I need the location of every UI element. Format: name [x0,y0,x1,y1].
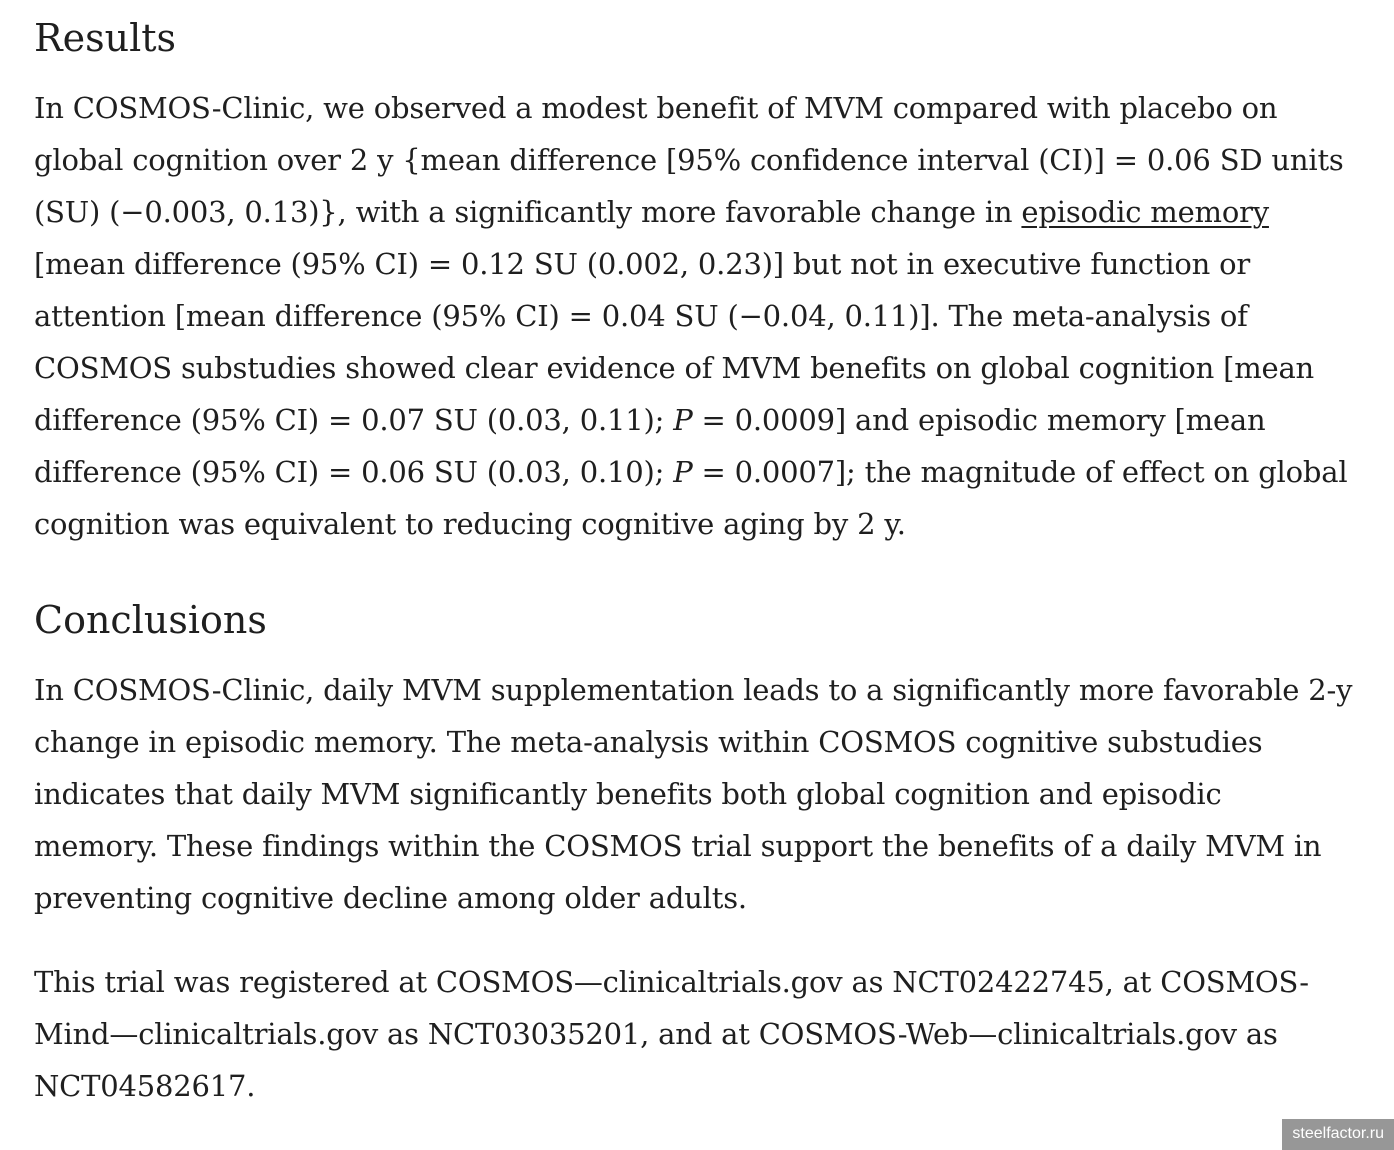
conclusions-section [34,596,1354,1112]
results-text-3: = 0.0009] and episodic memory [mean difference (95% CI) = 0.06 SU (0.03, 0.10); [34,403,1266,489]
results-section [34,14,1354,550]
p-value-symbol: P [673,455,693,489]
conclusions-paragraph: In COSMOS-Clinic, daily MVM supplementation leads to a significantly more favorable 2-y change in episodic memory. The meta-analysis within COSMOS cognitive substudies indicates that daily MVM significantly benefits both global cognition and episodic memory. These findings within the COSMOS trial support the benefits of a daily MVM in preventing cognitive decline among older adults. [34,673,1353,915]
results-text-4: = 0.0007]; the magnitude of effect on global cognition was equivalent to reducing cognitive aging by 2 y. [34,455,1348,541]
trial-registration-paragraph: This trial was registered at COSMOS—clinicaltrials.gov as NCT02422745, at COSMOS-Mind—clinicaltrials.gov as NCT03035201, and at COSMOS-Web—clinicaltrials.gov as NCT04582617. [34,965,1309,1103]
episodic-memory-link[interactable]: episodic memory [1021,195,1269,229]
results-heading: Results [34,16,176,60]
results-paragraph [34,82,1354,550]
conclusions-heading: Conclusions [34,598,267,642]
abstract-content [34,0,1354,1112]
results-text-2: [mean difference (95% CI) = 0.12 SU (0.002, 0.23)] but not in executive function or attention [mean difference (95% CI) = 0.04 SU (−0.04, 0.11)]. The meta-analysis of COSMOS substudies showed clear evidence of MVM benefits on global cognition [mean difference (95% CI) = 0.07 SU (0.03, 0.11); [34,247,1315,437]
watermark: steelfactor.ru [1282,1119,1394,1150]
results-text-1: In COSMOS-Clinic, we observed a modest benefit of MVM compared with placebo on global cognition over 2 y {mean difference [95% confidence interval (CI)] = 0.06 SD units (SU) (−0.003, 0.13)}, with a significantly more favorable change in [34,91,1344,229]
p-value-symbol: P [673,403,693,437]
